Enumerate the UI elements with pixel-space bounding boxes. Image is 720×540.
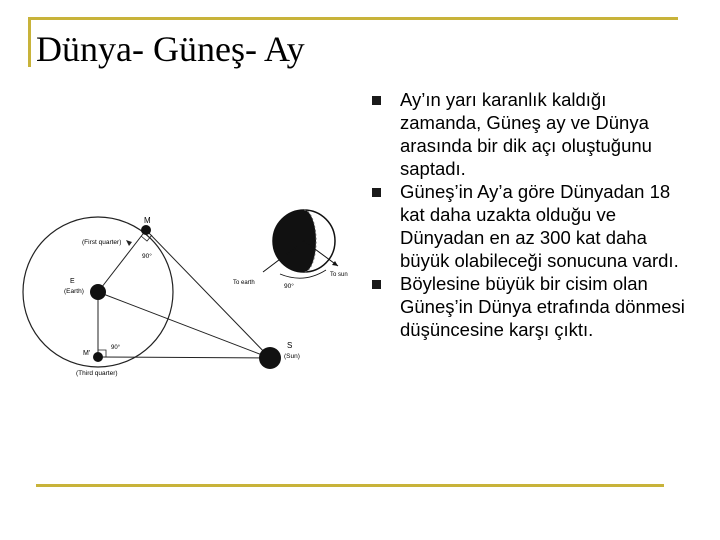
orbit-arrow-icon (126, 240, 132, 246)
bullet-item (368, 180, 688, 272)
slide-title: Dünya- Güneş- Ay (36, 29, 305, 69)
bullet-text: Ay’ın yarı karanlık kaldığı zamanda, Güneş ay ve Dünya arasında bir dik açı oluştuğunu saptadı. (400, 89, 652, 179)
square-bullet-icon (372, 188, 381, 197)
square-bullet-icon (372, 280, 381, 289)
moon-phase-inset (263, 210, 338, 278)
label-inset-to-sun: To sun (330, 272, 348, 278)
bullet-text: Güneş’in Ay’a göre Dünyadan 18 kat daha uzakta olduğu ve Dünyadan en az 300 kat daha büyük olabileceği sonucuna vardı. (400, 181, 679, 271)
label-third-quarter: (Third quarter) (76, 370, 118, 377)
earth-sun-line (98, 292, 270, 358)
label-sun-paren: (Sun) (284, 353, 300, 360)
moon-first-quarter (141, 225, 151, 235)
aristarchus-diagram (20, 200, 360, 400)
bullet-list (368, 88, 688, 341)
bullet-item (368, 272, 688, 341)
label-inset-angle: 90° (284, 283, 294, 290)
label-inset-earth: To earth (233, 280, 255, 286)
label-angle-bottom: 90° (111, 345, 121, 351)
moon2-sun-line (98, 357, 270, 358)
bullet-item (368, 88, 688, 180)
label-angle-top: 90° (142, 253, 152, 260)
bullet-text: Böylesine büyük bir cisim olan Güneş’in Dünya etrafında dönmesi düşüncesine karşı çıktı. (400, 273, 685, 340)
earth-body (90, 284, 106, 300)
label-earth-paren: (Earth) (64, 288, 84, 295)
moon-sun-line (146, 230, 270, 358)
label-first-quarter: (First quarter) (82, 239, 122, 246)
frame-left-rule (28, 17, 31, 67)
frame-bottom-rule (36, 484, 664, 487)
frame-top-rule (28, 17, 678, 20)
label-moon-m: M (144, 216, 151, 225)
label-sun-s: S (287, 341, 293, 350)
sun-body (259, 347, 281, 369)
moon-third-quarter (93, 352, 103, 362)
square-bullet-icon (372, 96, 381, 105)
label-moon-m2: M' (83, 350, 91, 357)
label-earth-e: E (70, 278, 75, 285)
